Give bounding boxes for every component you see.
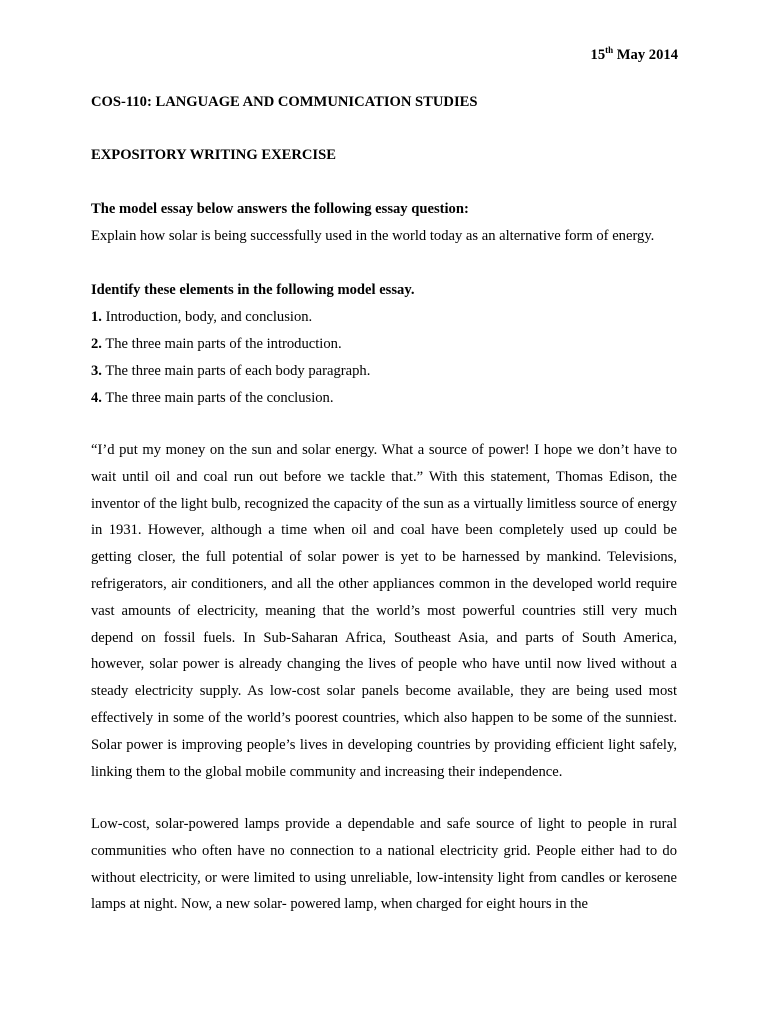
question-intro: The model essay below answers the following essay question: xyxy=(91,201,469,217)
list-item xyxy=(91,331,677,358)
identify-heading: Identify these elements in the following model essay. xyxy=(91,282,415,298)
essay-question: Explain how solar is being successfully used in the world today as an alternative form of energy. xyxy=(91,228,655,244)
essay-paragraph-1: “I’d put my money on the sun and solar energy. What a source of power! I hope we don’t have to wait until oil and coal run out before we tackle that.” With this statement, Thomas Edison, the inventor of the light bulb, recognized the capacity of the sun as a virtually limitless source of energy in 1931. However, although a time when oil and coal have been completely used up could be getting closer, the full potential of solar power is yet to be harnessed by mankind. Televisions, refrigerators, air conditioners, and all the other appliances common in the developed world require vast amounts of electricity, meaning that the world’s most powerful countries still very much depend on fossil fuels. In Sub-Saharan Africa, Southeast Asia, and parts of South America, however, solar power is already changing the lives of people who have until now lived without a steady electricity supply. As low-cost solar panels become available, they are being used most effectively in some of the world’s poorest countries, which also happen to be some of the sunniest. Solar power is improving people’s lives in developing countries by providing efficient light safely, linking them to the global mobile community and increasing their independence. xyxy=(91,442,677,780)
list-item xyxy=(91,304,677,331)
list-item-number: 3. xyxy=(91,363,102,379)
document-date xyxy=(591,45,678,65)
list-item-number: 4. xyxy=(91,390,102,406)
list-item xyxy=(91,385,677,412)
date-month-year: May 2014 xyxy=(616,47,678,63)
list-item-text: The three main parts of the introduction. xyxy=(105,336,342,352)
list-item-number: 1. xyxy=(91,309,102,325)
elements-list xyxy=(91,304,677,412)
list-item-text: Introduction, body, and conclusion. xyxy=(105,309,313,325)
list-item-text: The three main parts of each body paragraph. xyxy=(105,363,371,379)
essay-paragraph-2: Low-cost, solar-powered lamps provide a dependable and safe source of light to people in rural communities who often have no connection to a national electricity grid. People either had to do without electricity, or were limited to using unreliable, low-intensity light from candles or kerosene lamps at night. Now, a new solar- powered lamp, when charged for eight hours in the xyxy=(91,816,677,913)
list-item-text: The three main parts of the conclusion. xyxy=(105,390,334,406)
date-day: 15 xyxy=(590,47,606,63)
exercise-title: EXPOSITORY WRITING EXERCISE xyxy=(91,147,336,163)
list-item-number: 2. xyxy=(91,336,102,352)
course-title: COS-110: LANGUAGE AND COMMUNICATION STUDIES xyxy=(91,94,478,110)
list-item xyxy=(91,358,677,385)
date-suffix: th xyxy=(605,45,614,55)
